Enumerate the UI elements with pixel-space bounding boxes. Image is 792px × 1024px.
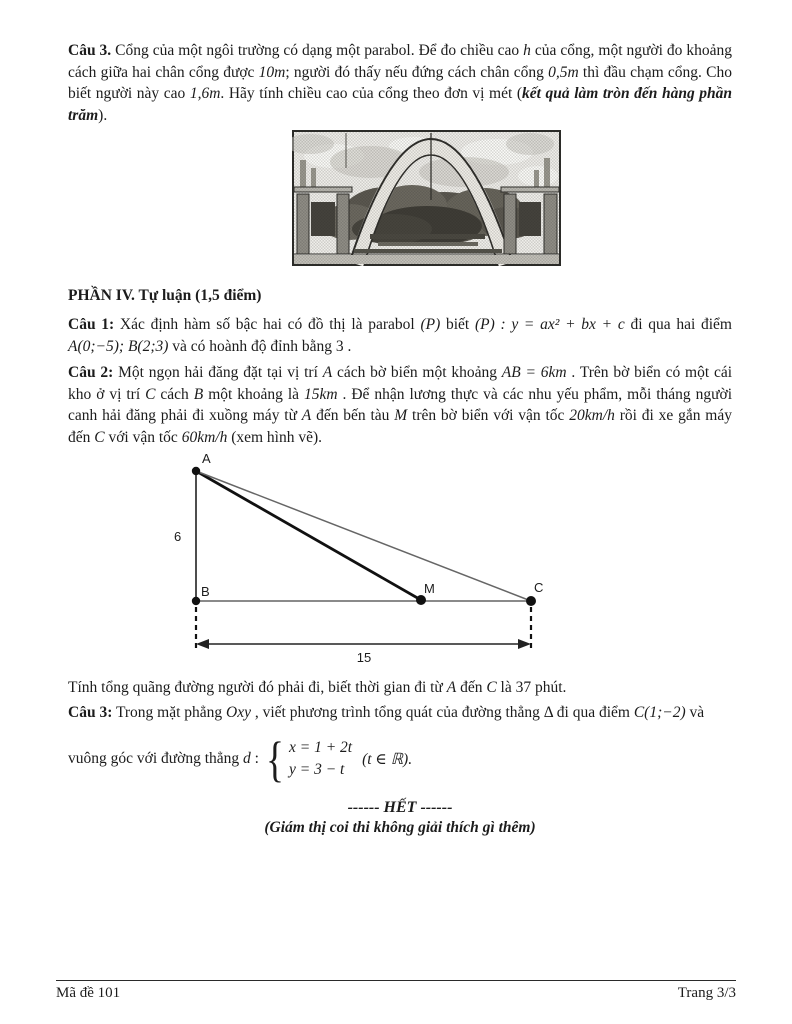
text-run: cách [155, 385, 194, 403]
text-run: B [193, 385, 204, 403]
text-run: Câu 3. [68, 42, 112, 59]
exam-code: Mã đề 101 [56, 985, 121, 1001]
page-footer [56, 980, 736, 1002]
system-brace: { [265, 731, 284, 787]
question-2 [68, 362, 732, 448]
text-run: Một ngọn hải đăng đặt tại vị trí [113, 364, 323, 381]
text-run: d [243, 750, 251, 767]
text-run: Câu 3: [68, 703, 113, 721]
text-run: ). [98, 106, 108, 124]
perpendicular-text [68, 750, 259, 768]
parametric-system [68, 731, 732, 787]
text-run: là 37 phút. [496, 679, 567, 696]
text-run: 15km [304, 385, 338, 403]
text-run: Câu 1: [68, 316, 115, 333]
text-run: cách bờ biển một khoảng [332, 364, 502, 381]
text-run: AB = 6km [501, 364, 567, 381]
text-run: A(0;−5); B(2;3) [68, 337, 169, 355]
text-run: đến bến tàu [311, 407, 395, 424]
text-run: và có hoành độ đỉnh bằng 3 . [168, 337, 352, 355]
text-run: . Trên bờ biển có một cái kho ở vị trí [68, 364, 733, 403]
page-number: Trang 3/3 [677, 985, 736, 1001]
text-run: Xác định hàm số bậc hai có đồ thị là parabol [114, 316, 421, 333]
ground [294, 255, 559, 264]
system-equations [289, 738, 352, 780]
lighthouse-diagram [128, 450, 732, 673]
text-run: (xem hình vẽ). [227, 428, 323, 446]
text-run: . Để nhận lương thực và các nhu yếu phẩm, mỗi tháng người canh hải đăng phải đi xuồng máy từ [68, 385, 733, 424]
parabolic-gate-photo [292, 130, 561, 266]
text-run: trên bờ biển với vận tốc [407, 407, 570, 424]
text-run: Câu 2: [68, 364, 114, 381]
text-run: . Hãy tính chiều cao của cổng theo đơn vị mét ( [220, 85, 522, 102]
text-run: của cổng, một người đo khoảng cách giữa hai chân cổng được [68, 42, 732, 81]
text-run: C [486, 679, 497, 696]
text-run: đến [456, 679, 487, 696]
text-run: với vận tốc [104, 428, 182, 446]
text-run: Oxy [226, 703, 251, 721]
text-run: A [322, 364, 333, 381]
label-AB-length: 6 [174, 529, 182, 544]
point-M [416, 595, 426, 605]
question-1 [68, 314, 732, 357]
text-run: C [145, 385, 156, 403]
section-4-heading: PHẦN IV. Tự luận (1,5 điểm) [68, 287, 262, 304]
text-run: Trong mặt phẳng [112, 703, 227, 721]
equation-y: y = 3 − t [288, 761, 345, 778]
text-run: : [250, 750, 259, 767]
equation-x: x = 1 + 2t [288, 739, 353, 756]
text-run: 10m [258, 63, 286, 81]
arrowhead-left [196, 639, 209, 649]
gate-photo-illustration [292, 130, 561, 266]
text-run: 1,6m [189, 85, 221, 102]
end-of-exam [68, 799, 732, 837]
question-3-intro [68, 40, 732, 126]
text-run: , viết phương trình tổng quát của đường thẳng Δ đi qua điểm [251, 703, 634, 721]
question-3 [68, 702, 732, 724]
text-run: một khoảng là [203, 385, 304, 403]
text-run: (P) [420, 316, 441, 333]
text-run: vuông góc với đường thẳng [68, 750, 244, 767]
text-run: A [446, 679, 457, 696]
point-B [192, 597, 200, 605]
label-C: C [534, 580, 544, 595]
text-run: thì đầu chạm cổng. Cho biết người này cao [68, 63, 732, 102]
segment-AC [196, 471, 531, 601]
text-run: C(1;−2) [633, 703, 686, 721]
text-run: kết quả làm tròn đến hàng phần trăm [68, 85, 733, 124]
text-run: và [685, 703, 705, 721]
text-run: đi qua hai điểm [624, 316, 732, 333]
parameter-domain: (t ∈ ℝ). [362, 750, 413, 768]
point-A [192, 467, 200, 475]
segment-AM [196, 471, 421, 600]
label-BC-length: 15 [356, 650, 372, 665]
label-A: A [202, 451, 211, 466]
text-run: (P) : y = ax² + bx + c [474, 316, 625, 333]
point-C [526, 596, 536, 606]
text-run: C [94, 428, 105, 446]
arrowhead-right [518, 639, 531, 649]
text-run: ; người đó thấy nếu đứng cách chân cổng [285, 63, 549, 81]
text-run: 60km/h [181, 428, 228, 446]
text-run: Tính tổng quãng đường người đó phải đi, biết thời gian đi từ [68, 679, 447, 696]
text-run: Cổng của một ngôi trường có dạng một parabol. Để đo chiều cao [111, 42, 524, 59]
text-run: A [301, 407, 312, 424]
text-run: M [394, 407, 408, 424]
label-B: B [201, 584, 210, 599]
het-marker: ------ HẾT ------ [347, 799, 453, 816]
text-run: rồi đi xe gắn máy đến [68, 407, 732, 446]
text-run: 0,5m [548, 63, 579, 81]
text-run: h [523, 42, 531, 59]
label-M: M [424, 581, 435, 596]
proctor-note: (Giám thị coi thi không giải thích gì thêm) [264, 819, 536, 836]
question-2-conclusion [68, 677, 732, 699]
text-run: biết [440, 316, 475, 333]
text-run: 20km/h [569, 407, 615, 424]
